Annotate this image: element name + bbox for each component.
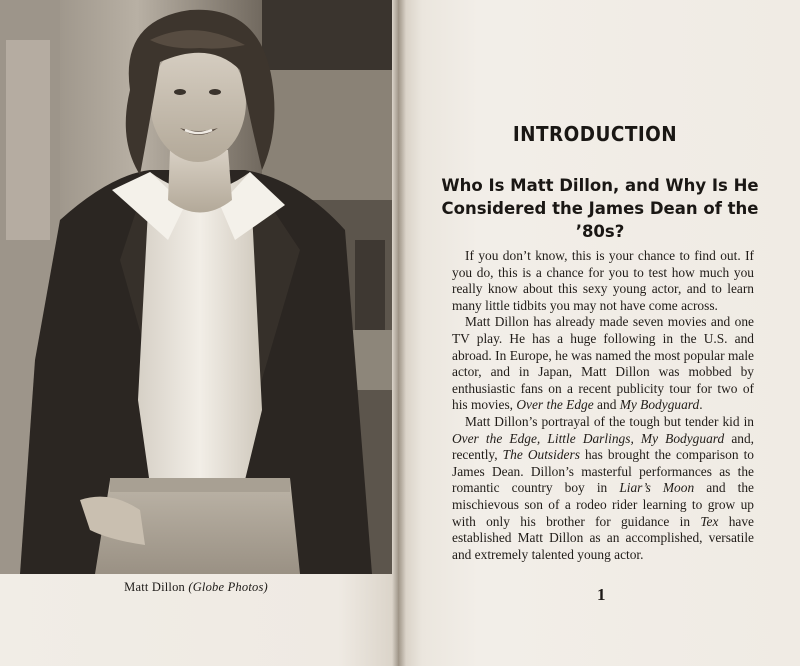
paragraph-2-text: Matt Dillon has already made seven movies and one TV play. He has a huge following in the U.S. and abroad. In Europe, he was named the most popular male actor, and in Japan, Matt Dillon was mobbed by enthusiastic fans on a recent publicity tour for two of his movies,	[452, 314, 754, 413]
subheading-line-1: Who Is Matt Dillon, and Why Is He	[441, 176, 759, 195]
subheading-line-2: Considered the James Dean of the	[441, 199, 759, 218]
paragraph-2-end: .	[699, 397, 703, 413]
movie-title-the-outsiders: The Outsiders	[502, 447, 580, 463]
paragraph-1-text: If you don’t know, this is your chance to find out. If you do, this is a chance for you to test how much you really know about this sexy young actor, and to learn many little tidbits you may not have come across.	[452, 248, 754, 313]
movie-title-liars-moon: Liar’s Moon	[619, 480, 695, 496]
paragraph-3-text-2: and, recently,	[452, 430, 755, 463]
paragraph-2	[452, 314, 754, 414]
book-gutter	[392, 0, 406, 666]
paragraph-3-text-3: has brought the comparison to James Dean. Dillon’s masterful performances as the romantic country boy in	[452, 447, 754, 496]
paragraph-2-and: and	[593, 397, 620, 413]
paragraph-3-text-4: and the mischievous son of a rodeo rider learning to grow up with only his brother for guidance in	[452, 480, 755, 529]
photo-caption	[0, 580, 392, 595]
portrait-photo	[0, 0, 392, 574]
paragraph-1	[452, 248, 754, 314]
movie-title-my-bodyguard: My Bodyguard	[619, 397, 700, 413]
caption-name: Matt Dillon	[124, 580, 186, 594]
movie-title-tex: Tex	[700, 513, 719, 529]
paragraph-3-text-1: Matt Dillon’s portrayal of the tough but tender kid in	[465, 413, 754, 429]
chapter-heading: INTRODUCTION	[512, 122, 678, 146]
chapter-subheading	[430, 174, 770, 243]
subheading-line-3: ’80s?	[575, 222, 625, 241]
body-text	[452, 248, 754, 563]
paragraph-3-text-5: have established Matt Dillon as an accomplished, versatile and extremely talented young actor.	[452, 513, 754, 562]
movie-title-over-the-edge: Over the Edge	[516, 397, 594, 413]
paragraph-3	[452, 414, 754, 563]
caption-credit: (Globe Photos)	[188, 580, 268, 594]
left-page	[0, 0, 398, 666]
page-number: 1	[597, 585, 606, 604]
movie-titles-list: Over the Edge, Little Darlings, My Bodyguard	[452, 430, 725, 446]
